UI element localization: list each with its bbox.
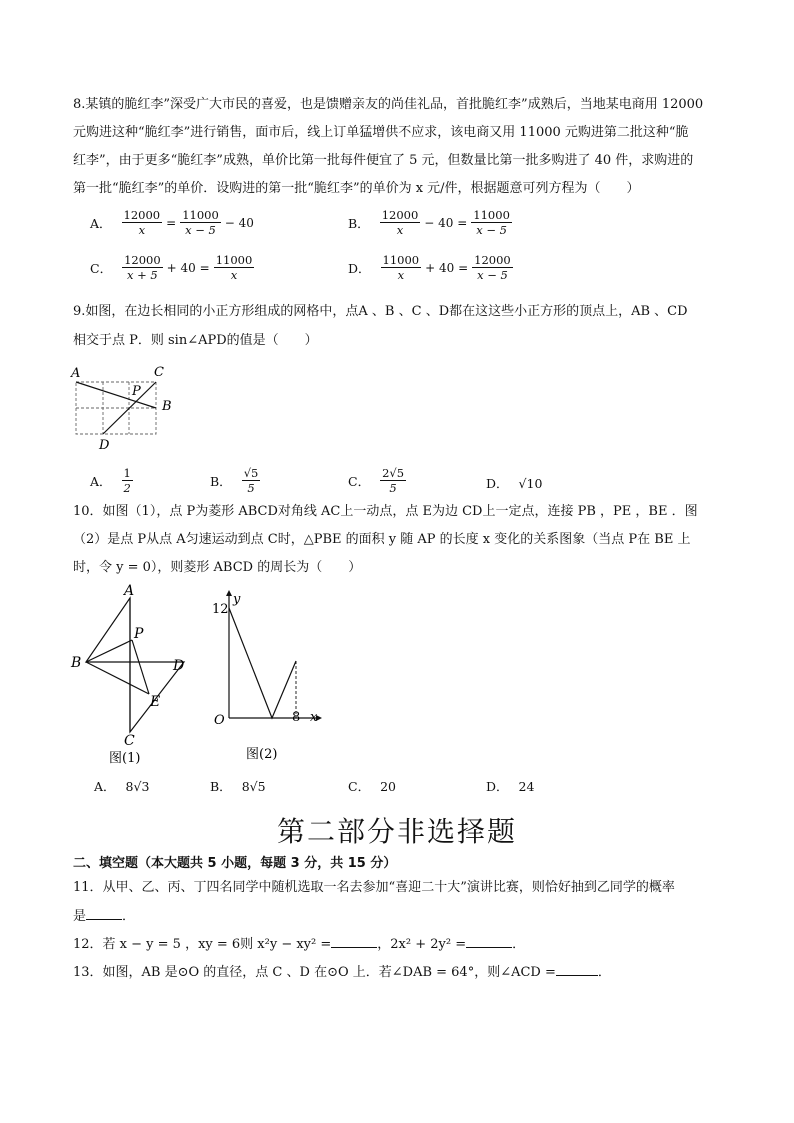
q13-line bbox=[73, 963, 611, 982]
operator: + 40 = bbox=[425, 260, 469, 275]
fraction: $\frac{12000}{x}$ bbox=[381, 208, 419, 237]
option-value: √10 bbox=[518, 475, 543, 491]
fraction: $\frac{11000}{x}$ bbox=[382, 253, 420, 282]
x-tick-label: 8 bbox=[292, 710, 301, 725]
q8-line-3: 红李”，由于更多“脆红李”成熟，单价比第一批每件便宜了 5 元，但数量比第一批多购进了 40 件，求购进的 bbox=[73, 153, 694, 168]
option-value: 8√3 bbox=[125, 778, 150, 794]
q10-option-d[interactable] bbox=[486, 777, 534, 795]
grid-figure bbox=[66, 362, 186, 452]
q8-line-2: 元购进这种“脆红李”进行销售，面市后，线上订单猛增供不应求，该电商又用 11000 元购进第二批这种“脆 bbox=[73, 125, 689, 140]
q10-option-a[interactable] bbox=[94, 777, 149, 795]
segment-be bbox=[86, 662, 149, 694]
option-label: B． bbox=[210, 779, 232, 794]
option-label: D． bbox=[486, 476, 509, 491]
rhombus-figure bbox=[64, 582, 204, 767]
segment-pe bbox=[132, 640, 149, 694]
operator: + 40 = bbox=[166, 260, 210, 275]
section-heading: 二、填空题（本大题共 5 小题，每题 3 分，共 15 分） bbox=[73, 856, 397, 871]
option-label: C． bbox=[90, 260, 113, 276]
option-label: B． bbox=[348, 215, 370, 231]
segment-ab bbox=[76, 382, 156, 408]
point-c-label: C bbox=[154, 365, 164, 380]
fraction: $\frac{12000}{x - 5}$ bbox=[474, 253, 511, 282]
graph-figure bbox=[204, 590, 330, 768]
q10-line-1: 10．如图（1），点 P为菱形 ABCD对角线 AC上一动点，点 E为边 CD上一定点，连接 PB ，PE ，BE ．图 bbox=[73, 504, 698, 519]
graph-line bbox=[229, 608, 296, 718]
fraction: $\frac{√5}{5}$ bbox=[243, 466, 259, 495]
q10-line-2: （2）是点 P从点 A匀速运动到点 C时，△PBE 的面积 y 随 AP 的长度 x 变化的关系图象（当点 P在 BE 上 bbox=[73, 532, 691, 547]
q10-option-b[interactable] bbox=[210, 777, 266, 795]
figure-2-caption: 图(2) bbox=[246, 747, 278, 762]
point-b-label: B bbox=[71, 655, 82, 671]
option-label: A． bbox=[90, 215, 112, 231]
point-d-label: D bbox=[173, 658, 185, 674]
operator: − 40 bbox=[224, 215, 254, 230]
q9-line-2: 相交于点 P．则 sin∠APD的值是（ ） bbox=[73, 333, 318, 348]
option-label: C． bbox=[348, 473, 371, 489]
q8-option-b[interactable] bbox=[348, 208, 512, 237]
q8-line-4: 第一批“脆红李”的单价．设购进的第一批“脆红李”的单价为 x 元/件，根据题意可列方程为（ ） bbox=[73, 181, 640, 196]
q8-option-d[interactable] bbox=[348, 253, 513, 282]
point-e-label: E bbox=[150, 694, 161, 710]
q8-option-a[interactable] bbox=[90, 208, 258, 237]
point-p-label: P bbox=[132, 384, 141, 399]
q10-option-c[interactable] bbox=[348, 777, 396, 795]
q8-option-c[interactable] bbox=[90, 253, 254, 282]
point-d-label: D bbox=[99, 438, 110, 452]
q10-line-3: 时，令 y = 0），则菱形 ABCD 的周长为（ ） bbox=[73, 560, 362, 575]
q9-line-1: 9.如图，在边长相同的小正方形组成的网格中，点A 、B 、C 、D都在这这些小正方形的顶点上，AB 、CD bbox=[73, 304, 688, 319]
q9-option-b[interactable] bbox=[210, 466, 260, 495]
q11-line-1: 11．从甲、乙、丙、丁四名同学中随机选取一名去参加“喜迎二十大”演讲比赛，则恰好抽到乙同学的概率 bbox=[73, 880, 675, 895]
option-label: B． bbox=[210, 473, 232, 489]
option-label: A． bbox=[94, 779, 116, 794]
option-label: D． bbox=[486, 779, 509, 794]
point-c-label: C bbox=[124, 733, 135, 749]
q13-end: ． bbox=[597, 965, 611, 980]
answer-blank-2[interactable] bbox=[466, 935, 512, 948]
point-a-label: A bbox=[71, 366, 81, 381]
q11-end: ． bbox=[122, 909, 136, 924]
q9-option-d[interactable] bbox=[486, 474, 542, 492]
answer-blank[interactable] bbox=[86, 907, 122, 920]
q12-line bbox=[73, 935, 525, 954]
operator: − 40 = bbox=[424, 215, 468, 230]
q11-prefix: 是 bbox=[73, 909, 87, 924]
option-label: D． bbox=[348, 260, 371, 276]
fraction: $\frac{11000}{x - 5}$ bbox=[182, 208, 219, 237]
q8-line-1: 8.某镇的脆红李”深受广大市民的喜爱，也是馈赠亲友的尚佳礼品，首批脆红李”成熟后，当地某电商用 12000 bbox=[73, 97, 704, 112]
operator: = bbox=[166, 215, 177, 230]
option-value: 8√5 bbox=[241, 778, 266, 794]
y-arrow-icon bbox=[226, 590, 232, 596]
fraction: $\frac{12000}{x + 5}$ bbox=[124, 253, 161, 282]
fraction: $\frac{11000}{x - 5}$ bbox=[473, 208, 510, 237]
y-axis-label: y bbox=[233, 592, 241, 607]
q9-option-c[interactable] bbox=[348, 466, 406, 495]
point-a-label: A bbox=[124, 583, 135, 599]
origin-label: O bbox=[214, 713, 225, 728]
fraction: $\frac{11000}{x}$ bbox=[215, 253, 253, 282]
answer-blank-1[interactable] bbox=[331, 935, 377, 948]
q9-option-a[interactable] bbox=[90, 466, 133, 495]
q12-prefix: 12．若 x − y = 5 ，xy = 6则 x²y − xy² = bbox=[73, 937, 332, 952]
option-value: 24 bbox=[518, 778, 535, 794]
q11-line-2 bbox=[73, 907, 135, 926]
fraction: $\frac{12000}{x}$ bbox=[123, 208, 161, 237]
option-label: C． bbox=[348, 779, 371, 794]
dashed-grid bbox=[76, 382, 156, 434]
option-label: A． bbox=[90, 473, 112, 489]
x-axis-label: x bbox=[310, 710, 318, 725]
section-title: 第二部分非选择题 bbox=[276, 815, 517, 848]
answer-blank[interactable] bbox=[556, 963, 598, 976]
q13-prefix: 13．如图，AB 是⊙O 的直径，点 C 、D 在⊙O 上．若∠DAB = 64°，则∠ACD = bbox=[73, 965, 556, 980]
q12-mid: ，2x² + 2y² = bbox=[377, 937, 467, 952]
fraction: $\frac{1}{2}$ bbox=[123, 466, 131, 495]
option-value: 20 bbox=[380, 778, 396, 794]
y-tick-label: 12 bbox=[212, 602, 229, 617]
point-b-label: B bbox=[162, 399, 172, 414]
q12-end: ． bbox=[512, 937, 526, 952]
figure-1-caption: 图(1) bbox=[109, 751, 141, 766]
point-p-label: P bbox=[134, 626, 144, 642]
rhombus-abcd bbox=[86, 598, 184, 732]
fraction: $\frac{2√5}{5}$ bbox=[382, 466, 405, 495]
